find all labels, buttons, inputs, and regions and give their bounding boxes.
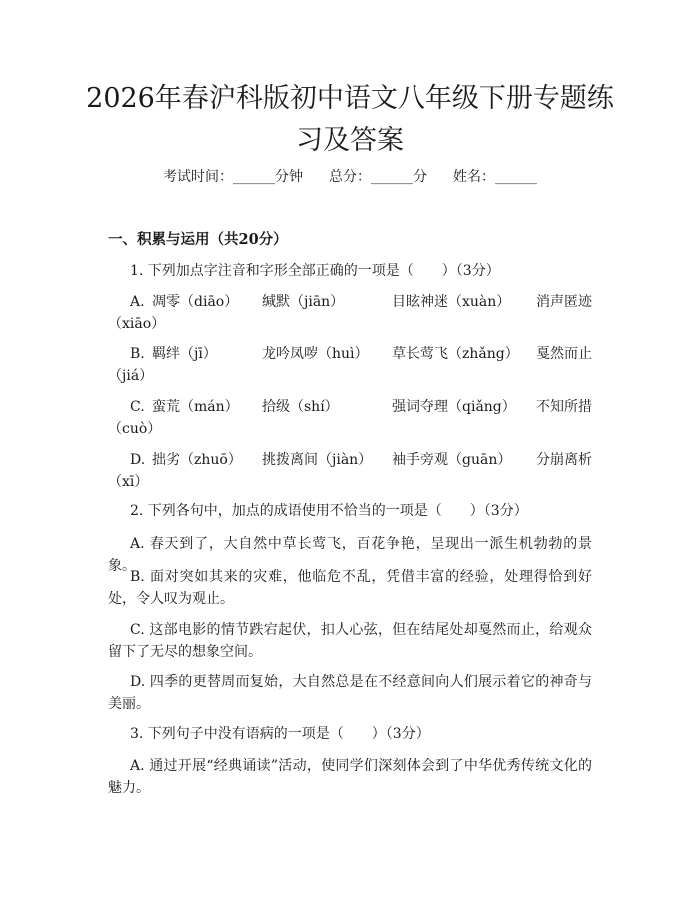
option-term-2: 龙吟凤哕（huì）	[262, 346, 369, 362]
option-term-2: 挑拨离间（jiàn）	[262, 452, 373, 468]
option-term-3: 目眩神迷（xuàn）	[392, 294, 511, 310]
option-term-3: 强词夺理（qiǎng）	[392, 399, 516, 415]
option-term-1: 羁绊（jī）	[152, 346, 217, 362]
option-label: B.	[130, 346, 145, 362]
option-term-1: 凋零（diāo）	[152, 294, 239, 310]
question-2-option-a: A. 春天到了，大自然中草长莺飞，百花争艳，呈现出一派生机勃勃的景象。	[108, 536, 592, 574]
section-heading: 一、积累与运用（共20分）	[108, 231, 288, 248]
question-2-option-d: D. 四季的更替周而复始，大自然总是在不经意间向人们展示着它的神奇与美丽。	[108, 674, 592, 712]
option-label: A.	[130, 294, 145, 310]
option-term-2: 缄默（jiān）	[262, 294, 345, 310]
option-term-3: 草长莺飞（zhǎng）	[392, 346, 519, 362]
option-label: D.	[130, 452, 146, 468]
option-term-4-pinyin: （xiāo）	[108, 316, 166, 332]
total-score-field: 总分：______分	[329, 169, 427, 185]
option-term-4-pinyin: （jiá）	[108, 368, 154, 384]
option-term-4: 不知所措	[536, 399, 592, 415]
question-1-stem: 1. 下列加点字注音和字形全部正确的一项是（ ）（3分）	[130, 263, 500, 279]
student-name-field: 姓名：______	[453, 169, 537, 185]
option-label: C.	[130, 399, 145, 415]
question-3-option-a: A. 通过开展“经典诵读”活动，使同学们深刻体会到了中华优秀传统文化的魅力。	[108, 758, 592, 796]
option-term-1: 蛮荒（mán）	[152, 399, 239, 415]
question-2-stem: 2. 下列各句中，加点的成语使用不恰当的一项是（ ）（3分）	[130, 503, 528, 519]
option-term-4: 消声匿迹	[536, 294, 592, 310]
option-term-4: 戛然而止	[536, 346, 592, 362]
option-term-1: 拙劣（zhuō）	[152, 452, 242, 468]
question-2-option-b: B. 面对突如其来的灾难，他临危不乱，凭借丰富的经验，处理得恰到好处，令人叹为观止。	[108, 569, 592, 607]
option-term-2: 拾级（shí）	[262, 399, 339, 415]
exam-info	[0, 167, 700, 187]
question-3-stem: 3. 下列句子中没有语病的一项是（ ）（3分）	[130, 726, 430, 742]
option-term-4-pinyin: （cuò）	[108, 421, 162, 437]
option-term-3: 袖手旁观（guān）	[392, 452, 512, 468]
exam-time-field: 考试时间：______分钟	[163, 169, 303, 185]
document-title: 2026年春沪科版初中语文八年级下册专题练习及答案	[86, 83, 614, 156]
question-2-option-c: C. 这部电影的情节跌宕起伏，扣人心弦，但在结尾处却戛然而止，给观众留下了无尽的想象空间。	[108, 622, 592, 660]
option-term-4: 分崩离析	[536, 452, 592, 468]
option-term-4-pinyin: （xī）	[108, 474, 149, 490]
